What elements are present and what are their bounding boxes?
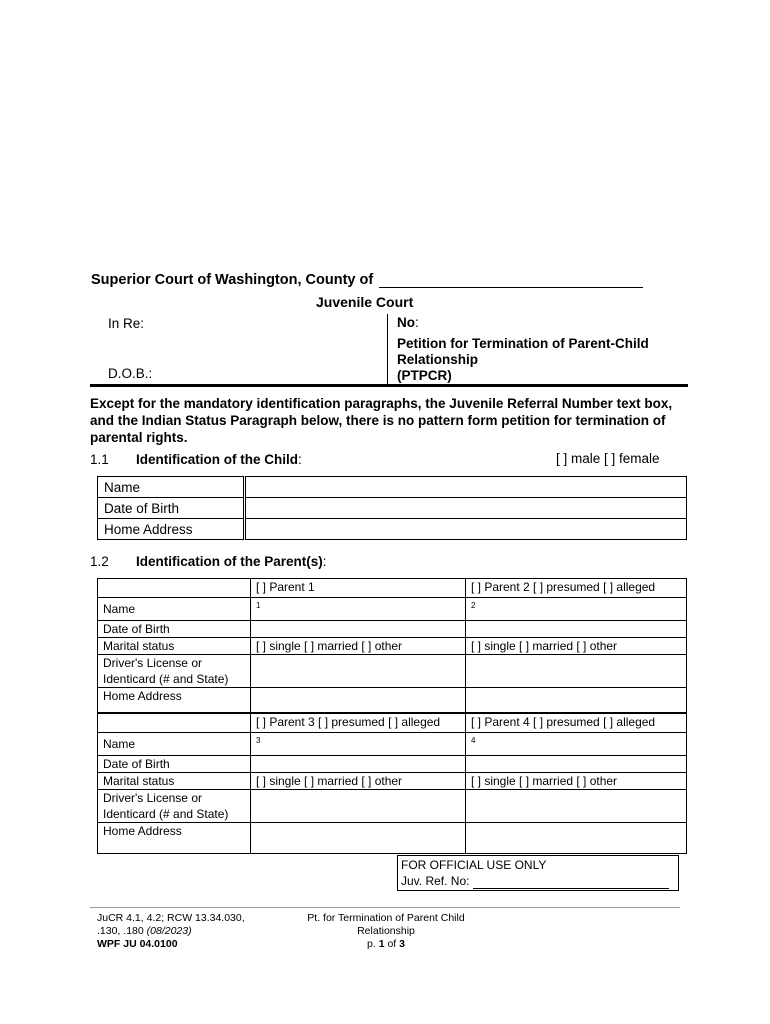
juvenile-court: Juvenile Court [316, 294, 414, 310]
parent-1-dob[interactable] [251, 621, 466, 638]
parent-name-label: Name [98, 733, 251, 756]
county-blank[interactable] [379, 273, 643, 288]
parent-name-label: Name [98, 598, 251, 621]
footer-rule [90, 907, 680, 908]
parents-1-2-table [97, 578, 687, 713]
parent-1-license[interactable] [251, 655, 466, 688]
child-dob-label: Date of Birth [98, 498, 245, 519]
official-use-label: FOR OFFICIAL USE ONLY [401, 858, 547, 872]
in-re-label: In Re: [108, 316, 145, 331]
case-number: No: [397, 315, 419, 330]
parent-4-marital[interactable]: [ ] single [ ] married [ ] other [466, 773, 687, 790]
parent-3-name[interactable]: 3 [251, 733, 466, 756]
petition-title: Petition for Termination of Parent-Child Relationship (PTPCR) [397, 336, 649, 383]
juv-ref-field[interactable] [473, 876, 669, 889]
caption-rule [90, 384, 688, 387]
parent-1-marital[interactable]: [ ] single [ ] married [ ] other [251, 638, 466, 655]
parent-4-name[interactable]: 4 [466, 733, 687, 756]
parent-4-address[interactable] [466, 823, 687, 854]
section-1-2-title: Identification of the Parent(s): [136, 554, 327, 569]
parent-dob-label: Date of Birth [98, 756, 251, 773]
child-address-field[interactable] [245, 519, 687, 540]
section-1-1-title: Identification of the Child: [136, 452, 302, 467]
child-name-field[interactable] [245, 477, 687, 498]
parents-3-4-table [97, 713, 687, 854]
footer-citation: JuCR 4.1, 4.2; RCW 13.34.030, .130, .180 (08/2023) WPF JU 04.0100 [97, 912, 245, 950]
address-label: Home Address [98, 688, 251, 713]
parent-4-license[interactable] [466, 790, 687, 823]
parent-2-dob[interactable] [466, 621, 687, 638]
address-label: Home Address [98, 823, 251, 854]
parent-2-license[interactable] [466, 655, 687, 688]
child-table [97, 476, 687, 540]
dob-label: D.O.B.: [108, 366, 153, 381]
section-1-1-number: 1.1 [90, 452, 109, 467]
juv-ref-row: Juv. Ref. No: [401, 873, 675, 889]
section-1-2-number: 1.2 [90, 554, 109, 569]
intro-paragraph: Except for the mandatory identification paragraphs, the Juvenile Referral Number text box, and the Indian Status Paragraph below, there is no pattern form petition for termination of parental rights. [90, 396, 673, 445]
marital-status-label: Marital status [98, 773, 251, 790]
license-label: Driver's License or Identicard (# and State) [98, 655, 251, 688]
gender-checkboxes[interactable]: [ ] male [ ] female [556, 451, 660, 466]
license-label: Driver's License or Identicard (# and State) [98, 790, 251, 823]
parent-4-dob[interactable] [466, 756, 687, 773]
child-dob-field[interactable] [245, 498, 687, 519]
footer-title: Pt. for Termination of Parent Child Relationship p. 1 of 3 [296, 912, 476, 951]
official-use-box [397, 855, 679, 891]
parent-2-name[interactable]: 2 [466, 598, 687, 621]
caption-divider [387, 314, 388, 384]
parent-1-address[interactable] [251, 688, 466, 713]
parent-3-marital[interactable]: [ ] single [ ] married [ ] other [251, 773, 466, 790]
court-title: Superior Court of Washington, County of [91, 272, 643, 288]
parent-1-name[interactable]: 1 [251, 598, 466, 621]
parent-3-address[interactable] [251, 823, 466, 854]
parent-2-header[interactable]: [ ] Parent 2 [ ] presumed [ ] alleged [466, 579, 687, 598]
parent-2-marital[interactable]: [ ] single [ ] married [ ] other [466, 638, 687, 655]
parent-3-dob[interactable] [251, 756, 466, 773]
parent-2-address[interactable] [466, 688, 687, 713]
parent-4-header[interactable]: [ ] Parent 4 [ ] presumed [ ] alleged [466, 714, 687, 733]
parent-3-header[interactable]: [ ] Parent 3 [ ] presumed [ ] alleged [251, 714, 466, 733]
page-number: p. 1 of 3 [367, 938, 405, 950]
child-address-label: Home Address [98, 519, 245, 540]
marital-status-label: Marital status [98, 638, 251, 655]
parent-1-header[interactable]: [ ] Parent 1 [251, 579, 466, 598]
parent-dob-label: Date of Birth [98, 621, 251, 638]
parent-3-license[interactable] [251, 790, 466, 823]
child-name-label: Name [98, 477, 245, 498]
